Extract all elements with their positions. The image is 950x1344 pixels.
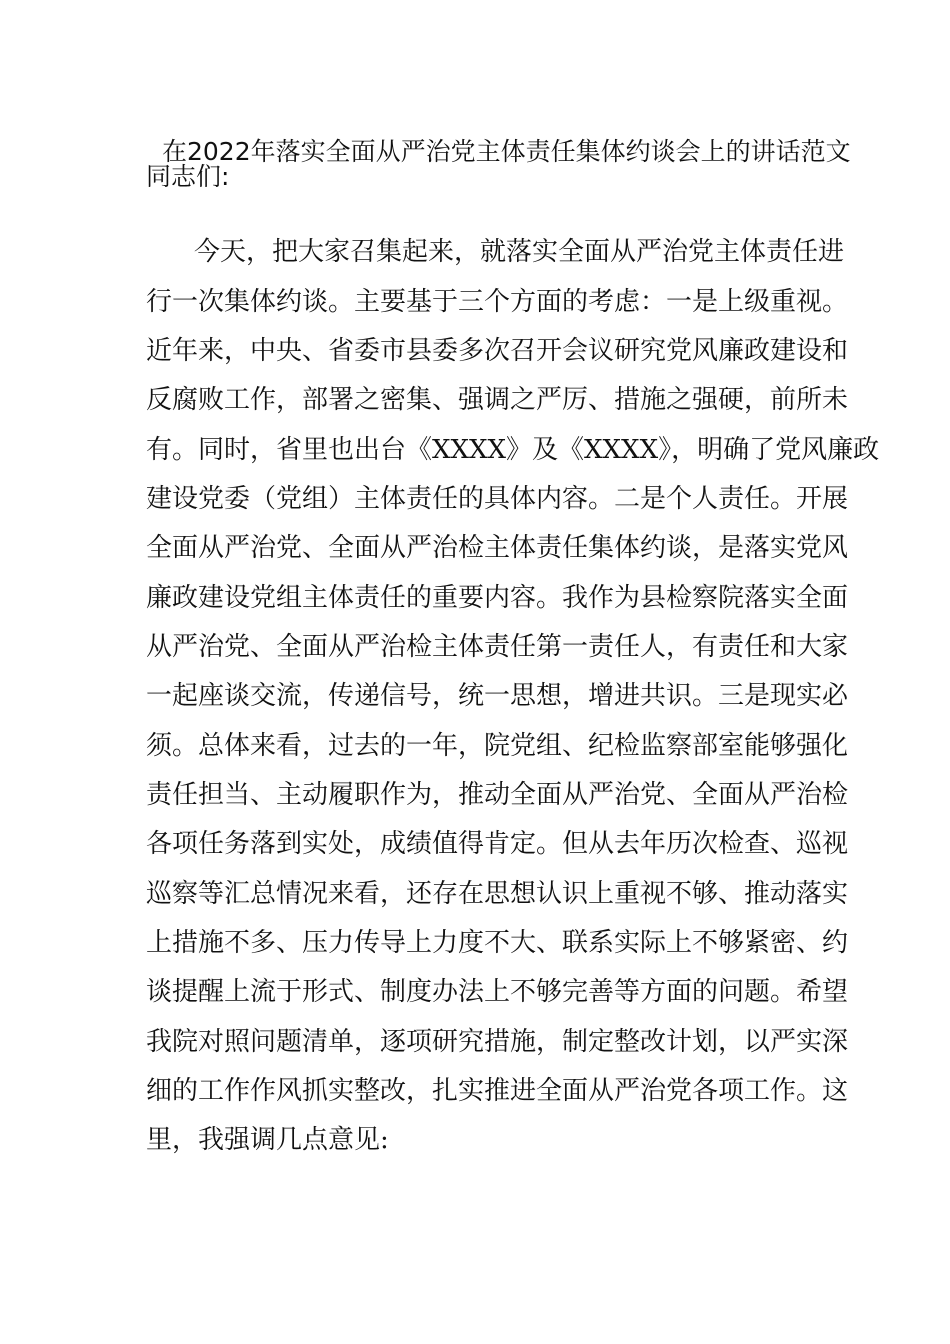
paragraph-line: 一起座谈交流，传递信号，统一思想，增进共识。三是现实必 xyxy=(146,681,849,711)
paragraph-line: 谈提醒上流于形式、制度办法上不够完善等方面的问题。希望 xyxy=(146,977,849,1007)
paragraph-line: 全面从严治党、全面从严治检主体责任集体约谈，是落实党风 xyxy=(146,533,849,563)
paragraph-line: 有。同时，省里也出台《XXXX》及《XXXX》，明确了党风廉政 xyxy=(146,435,880,465)
paragraph-line: 细的工作作风抓实整改，扎实推进全面从严治党各项工作。这 xyxy=(146,1076,849,1106)
document-title: 在2022年落实全面从严治党主体责任集体约谈会上的讲话范文 xyxy=(162,137,851,166)
paragraph-line: 各项任务落到实处，成绩值得肯定。但从去年历次检查、巡视 xyxy=(146,829,849,859)
paragraph-line: 建设党委（党组）主体责任的具体内容。二是个人责任。开展 xyxy=(146,484,849,514)
paragraph-line: 巡察等汇总情况来看，还存在思想认识上重视不够、推动落实 xyxy=(146,879,849,909)
paragraph-line: 须。总体来看，过去的一年，院党组、纪检监察部室能够强化 xyxy=(146,731,849,761)
paragraph-line: 责任担当、主动履职作为，推动全面从严治党、全面从严治检 xyxy=(146,780,849,810)
paragraph-line: 从严治党、全面从严治检主体责任第一责任人，有责任和大家 xyxy=(146,632,849,662)
paragraph-line: 近年来，中央、省委市县委多次召开会议研究党风廉政建设和 xyxy=(146,336,849,366)
paragraph-line: 今天，把大家召集起来，就落实全面从严治党主体责任进 xyxy=(194,237,845,267)
paragraph-line: 上措施不多、压力传导上力度不大、联系实际上不够紧密、约 xyxy=(146,928,849,958)
paragraph-line: 廉政建设党组主体责任的重要内容。我作为县检察院落实全面 xyxy=(146,583,849,613)
paragraph-line: 反腐败工作，部署之密集、强调之严厉、措施之强硬，前所未 xyxy=(146,385,849,415)
salutation: 同志们: xyxy=(146,162,230,191)
paragraph-line: 行一次集体约谈。主要基于三个方面的考虑：一是上级重视。 xyxy=(146,287,849,317)
paragraph-line: 里，我强调几点意见: xyxy=(146,1125,389,1155)
paragraph-line: 我院对照问题清单，逐项研究措施，制定整改计划，以严实深 xyxy=(146,1027,849,1057)
